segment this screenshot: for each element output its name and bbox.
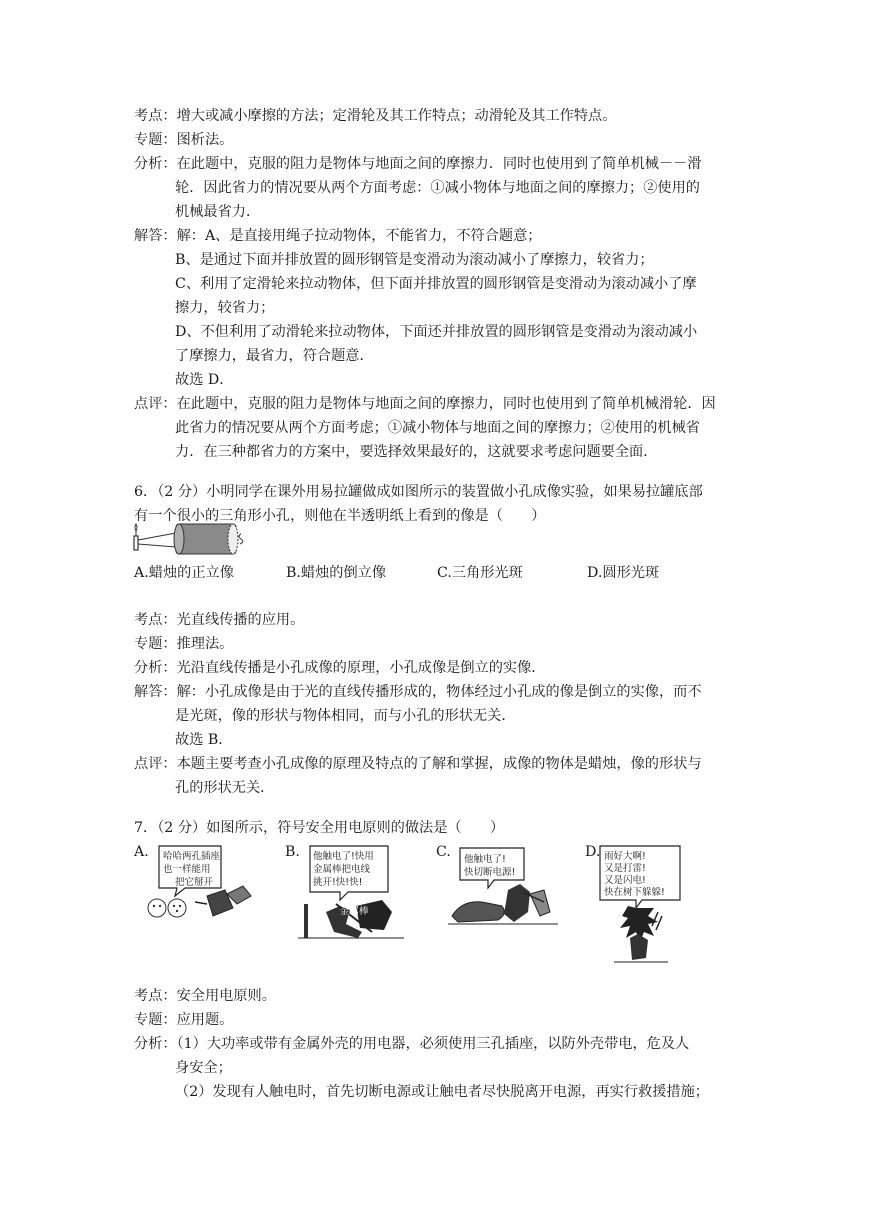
q7-a-bubble-line-1: 哈哈两孔插座 — [163, 851, 221, 862]
q7-fenxi-line-1: 分析：（1）大功率或带有金属外壳的用电器，必须使用三孔插座，以防外壳带电，危及人 — [134, 1036, 690, 1052]
q6-zhuanti: 专题：推理法。 — [134, 636, 234, 652]
q7-a-bubble-line-2: 也一样能用 — [163, 864, 211, 875]
q7-stem: 7．（2 分）如图所示，符号安全用电原则的做法是（ ） — [134, 820, 505, 836]
q7-d-bubble-line-3: 又是闪电! — [604, 875, 646, 886]
q7-fenxi-line-2: 身安全； — [175, 1060, 232, 1076]
q6-jieda-line-3: 故选 B． — [175, 732, 233, 748]
q7-b-bubble-line-2: 金属棒把电线 — [313, 864, 371, 875]
q5-jieda-line-3: C、利用了定滑轮来拉动物体，但下面并排放置的圆形钢管是变滑动为滚动减小了摩 — [175, 276, 697, 292]
q6-option-c: C.三角形光斑 — [437, 565, 523, 581]
q6-dianping-line-1: 点评：本题主要考查小孔成像的原理及特点的了解和掌握，成像的物体是蜡烛，像的形状与 — [134, 756, 702, 772]
q5-dianping-line-1: 点评：在此题中，克服的阻力是物体与地面之间的摩擦力，同时也使用到了简单机械滑轮．因 — [134, 396, 716, 412]
q6-stem-line-1: 6．（2 分）小明同学在课外用易拉罐做成如图所示的装置做小孔成像实验，如果易拉罐底部 — [134, 484, 703, 500]
q5-jieda-line-1: 解答：解：A、是直接用绳子拉动物体，不能省力，不符合题意； — [134, 228, 542, 244]
q6-dianping-line-2: 孔的形状无关． — [175, 780, 275, 796]
q7-picture-c — [446, 842, 560, 932]
q6-fenxi: 分析：光沿直线传播是小孔成像的原理，小孔成像是倒立的实像． — [134, 660, 546, 676]
q5-jieda-line-4: 擦力，较省力； — [175, 300, 275, 316]
q7-a-bubble-line-3: 把它掰开 — [175, 877, 214, 888]
q7-kaodian: 考点：安全用电原则。 — [134, 988, 276, 1004]
q5-fenxi-line-2: 轮．因此省力的情况要从两个方面考虑：①减小物体与地面之间的摩擦力；②使用的 — [175, 180, 700, 196]
q6-kaodian: 考点：光直线传播的应用。 — [134, 612, 305, 628]
q5-jieda-line-6: 了摩擦力，最省力，符合题意． — [175, 348, 374, 364]
q5-fenxi-line-3: 机械最省力． — [175, 204, 261, 220]
q7-option-a-label: A. — [134, 844, 149, 860]
q7-picture-a — [145, 842, 260, 926]
q6-jieda-line-1: 解答：解：小孔成像是由于光的直线传播形成的，物体经过小孔成的像是倒立的实像，而不 — [134, 684, 702, 700]
pinhole-camera-figure — [132, 520, 244, 558]
q6-stem-line-2: 有一个很小的三角形小孔，则他在半透明纸上看到的像是（ ） — [134, 508, 546, 524]
q7-fenxi-line-3: （2）发现有人触电时，首先切断电源或让触电者尽快脱离开电源，再实行救援措施； — [175, 1084, 709, 1100]
q5-jieda-line-7: 故选 D． — [175, 372, 234, 388]
q5-kaodian: 考点：增大或减小摩擦的方法；定滑轮及其工作特点；动滑轮及其工作特点。 — [134, 108, 617, 124]
q7-picture-d — [596, 842, 686, 970]
q7-b-label: 金属棒 — [340, 906, 369, 917]
q6-option-a: A.蜡烛的正立像 — [134, 565, 234, 581]
q7-zhuanti: 专题：应用题。 — [134, 1012, 234, 1028]
q5-dianping-line-3: 力．在三种都省力的方案中，要选择效果最好的，这就要求考虑问题要全面． — [175, 444, 658, 460]
q7-option-d-label: D. — [585, 844, 601, 860]
q7-b-bubble-line-3: 挑开!快!快! — [313, 877, 363, 888]
q5-zhuanti: 专题：图析法。 — [134, 132, 234, 148]
q5-jieda-line-5: D、不但利用了动滑轮来拉动物体，下面还并排放置的圆形钢管是变滑动为滚动减小 — [175, 324, 698, 340]
q7-picture-b — [296, 842, 408, 942]
q5-dianping-line-2: 此省力的情况要从两个方面考虑；①减小物体与地面之间的摩擦力；②使用的机械省 — [175, 420, 700, 436]
q7-c-bubble-line-2: 快切断电源! — [464, 867, 516, 878]
q7-d-bubble-line-1: 雨好大啊! — [604, 851, 646, 862]
q7-option-c-label: C. — [436, 844, 451, 860]
q6-option-b: B.蜡烛的倒立像 — [286, 565, 387, 581]
q6-jieda-line-2: 是光斑，像的形状与物体相同，而与小孔的形状无关． — [175, 708, 516, 724]
q5-jieda-line-2: B、是通过下面并排放置的圆形钢管是变滑动为滚动减小了摩擦力，较省力； — [175, 252, 654, 268]
q7-c-bubble-line-1: 他触电了! — [464, 854, 506, 865]
q5-fenxi-line-1: 分析：在此题中，克服的阻力是物体与地面之间的摩擦力．同时也使用到了简单机械－－滑 — [134, 156, 702, 172]
q7-d-bubble-line-4: 快在树下躲躲! — [604, 887, 665, 898]
q7-b-bubble-line-1: 他触电了!快用 — [313, 851, 374, 862]
q6-option-d: D.圆形光斑 — [587, 565, 660, 581]
q7-option-b-label: B. — [285, 844, 300, 860]
q7-d-bubble-line-2: 又是打雷! — [604, 863, 646, 874]
